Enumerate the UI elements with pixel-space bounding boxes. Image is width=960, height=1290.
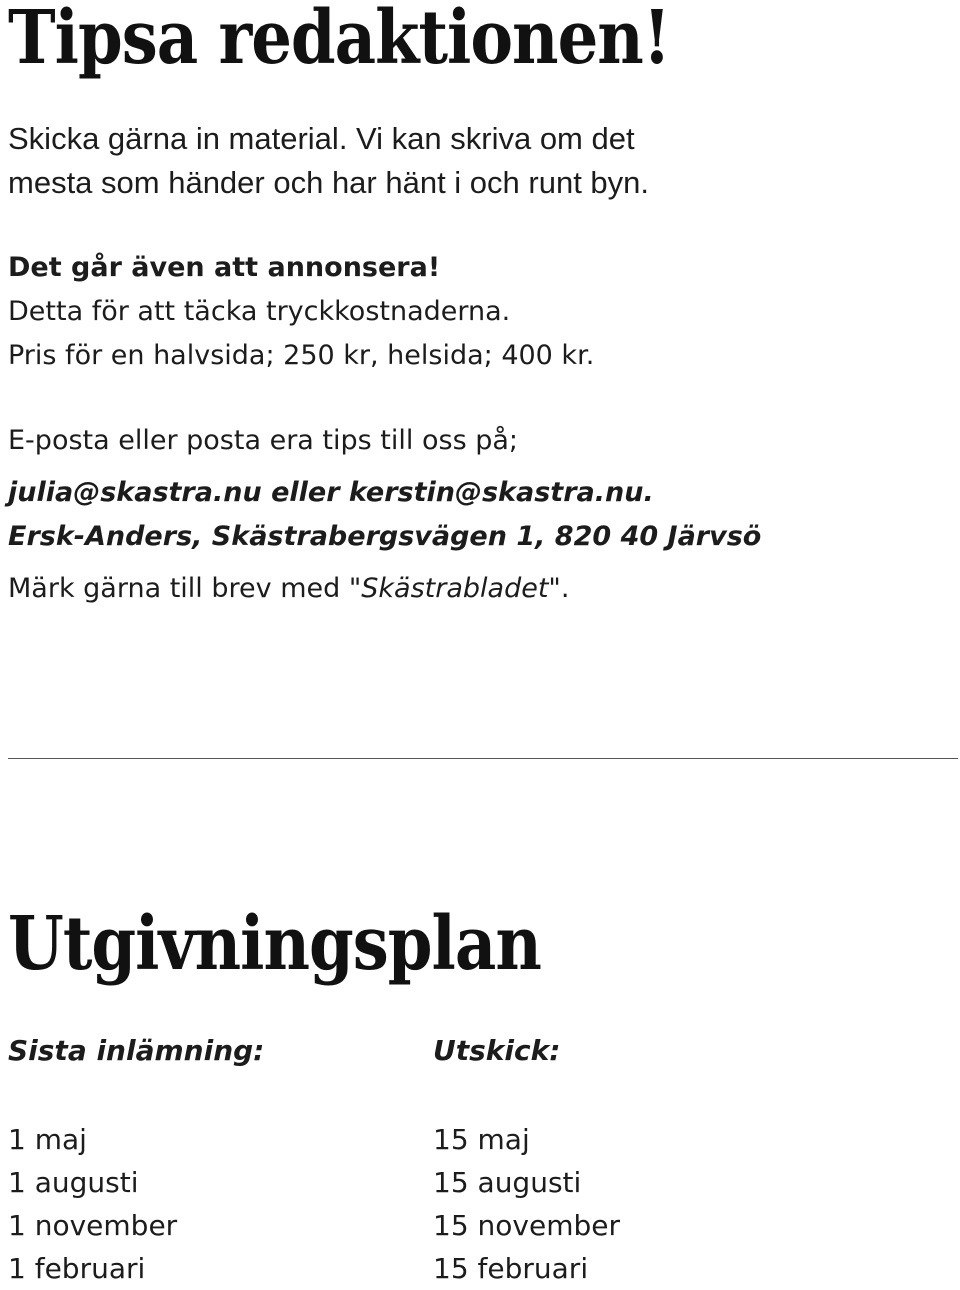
deadline-item: 1 februari	[8, 1252, 146, 1285]
intro-line-1: Skicka gärna in material. Vi kan skriva om det	[8, 121, 635, 156]
deadline-header: Sista inlämning:	[8, 1034, 265, 1067]
deadline-item: 1 augusti	[8, 1166, 139, 1199]
mark-prefix: Märk gärna till brev med	[8, 573, 349, 604]
schedule-title: Utgivningsplan	[8, 901, 541, 988]
section-divider	[8, 758, 958, 759]
intro-line-2: mesta som händer och har hänt i och runt byn.	[8, 165, 650, 200]
ad-line-2: Pris för en halvsida; 250 kr, helsida; 400 kr.	[8, 340, 595, 371]
contact-intro: E-posta eller posta era tips till oss på;	[8, 425, 518, 456]
deadline-list	[8, 1118, 177, 1290]
deadline-item: 1 november	[8, 1209, 178, 1242]
dispatch-item: 15 augusti	[433, 1166, 582, 1199]
mark-suffix: .	[560, 573, 570, 604]
contact-emails: julia@skastra.nu eller kerstin@skastra.nu.	[8, 477, 654, 508]
contact-address: Ersk-Anders, Skästrabergsvägen 1, 820 40 Järvsö	[8, 521, 762, 552]
mark-name: "Skästrabladet"	[348, 573, 561, 604]
tips-title: Tipsa redaktionen!	[8, 0, 670, 82]
deadline-item: 1 maj	[8, 1123, 87, 1156]
dispatch-item: 15 februari	[433, 1252, 589, 1285]
ad-heading: Det går även att annonsera!	[8, 252, 441, 283]
dispatch-list	[433, 1118, 620, 1290]
dispatch-item: 15 november	[433, 1209, 620, 1242]
dispatch-item: 15 maj	[433, 1123, 530, 1156]
mark-instruction	[8, 567, 569, 611]
dispatch-header: Utskick:	[433, 1034, 561, 1067]
ad-line-1: Detta för att täcka tryckkostnaderna.	[8, 296, 511, 327]
